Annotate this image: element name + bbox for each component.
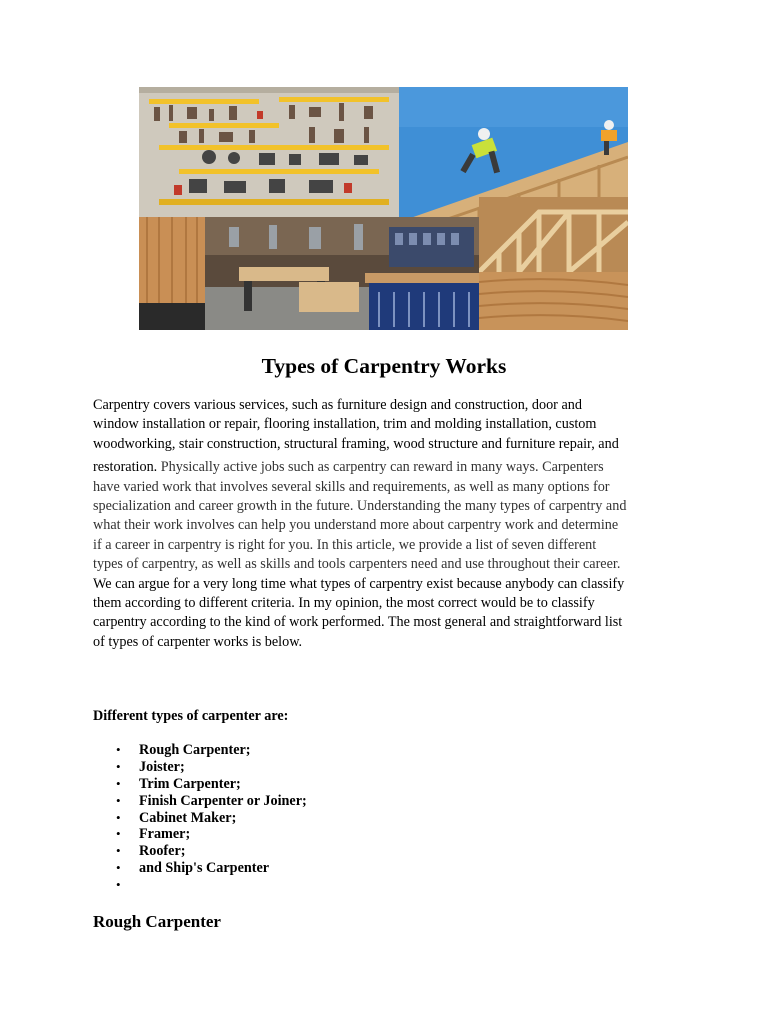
paragraph-line: specialization and career growth in the future. Understanding the many types of carpentry and bbox=[93, 498, 627, 515]
list-item-text: Roofer; bbox=[139, 843, 186, 860]
pegboard-panel bbox=[139, 87, 399, 217]
paragraph-line: if a career in carpentry is right for you. In this article, we provide a list of seven different bbox=[93, 536, 597, 553]
list-item-text: Framer; bbox=[139, 826, 191, 843]
list-item-text: Rough Carpenter; bbox=[139, 742, 251, 758]
paragraph-line: Carpentry covers various services, such as furniture design and construction, door and bbox=[93, 397, 582, 413]
paragraph-line: have varied work that involves several skills and requirements, as well as many options for bbox=[93, 478, 610, 495]
section-heading: Rough Carpenter bbox=[93, 912, 221, 931]
list-item-text: Joister; bbox=[139, 758, 185, 775]
paragraph-fragment: restoration. bbox=[93, 459, 158, 476]
intro-paragraph bbox=[93, 396, 683, 652]
paragraph-line bbox=[93, 458, 683, 477]
paragraph-line: carpentry according to the kind of work performed. The most general and straightforward list bbox=[93, 614, 623, 631]
paragraph-line: types of carpentry, as well as skills and tools carpenters need and use throughout their career. bbox=[93, 556, 621, 573]
bullet-icon: • bbox=[116, 826, 121, 842]
paragraph-line: what their work involves can help you understand more about carpentry work and determine bbox=[93, 517, 619, 534]
paragraph-line: We can argue for a very long time what types of carpentry exist because anybody can classify bbox=[93, 575, 625, 592]
list-item-text: Trim Carpenter; bbox=[139, 775, 241, 792]
list-item bbox=[93, 759, 307, 776]
list-item bbox=[93, 877, 307, 894]
list-item bbox=[93, 860, 307, 877]
shelf-1 bbox=[149, 99, 259, 104]
bullet-icon: • bbox=[116, 809, 121, 825]
paragraph-line: them according to different criteria. In my opinion, the most correct would be to classify bbox=[93, 595, 595, 612]
bullet-icon: • bbox=[116, 877, 121, 893]
list-item bbox=[93, 826, 307, 843]
list-heading: Different types of carpenter are: bbox=[93, 708, 289, 724]
bullet-icon: • bbox=[116, 742, 121, 757]
page-title: Types of Carpentry Works bbox=[261, 354, 507, 378]
bullet-icon: • bbox=[116, 843, 121, 859]
list-item bbox=[93, 742, 307, 759]
collage-graphic bbox=[139, 87, 628, 330]
list-item bbox=[93, 810, 307, 827]
list-item bbox=[93, 793, 307, 810]
list-item-text: Cabinet Maker; bbox=[139, 809, 237, 826]
bullet-icon: • bbox=[116, 792, 121, 808]
paragraph-line: window installation or repair, flooring installation, trim and molding installation, custom bbox=[93, 416, 597, 433]
list-item-text: Finish Carpenter or Joiner; bbox=[139, 792, 307, 809]
paragraph-line: of types of carpenter works is below. bbox=[93, 633, 303, 650]
bullet-icon: • bbox=[116, 860, 121, 876]
paragraph-fragment: Physically active jobs such as carpentry can reward in many ways. Carpenters bbox=[157, 459, 604, 476]
list-item-text: and Ship's Carpenter bbox=[139, 860, 270, 877]
carpenter-types-list bbox=[93, 742, 307, 894]
bullet-icon: • bbox=[116, 758, 121, 774]
list-item bbox=[93, 843, 307, 860]
carpentry-collage-image bbox=[139, 87, 628, 330]
list-item bbox=[93, 776, 307, 793]
paragraph-line: woodworking, stair construction, structural framing, wood structure and furniture repair, and bbox=[93, 435, 619, 452]
bullet-icon: • bbox=[116, 775, 121, 791]
